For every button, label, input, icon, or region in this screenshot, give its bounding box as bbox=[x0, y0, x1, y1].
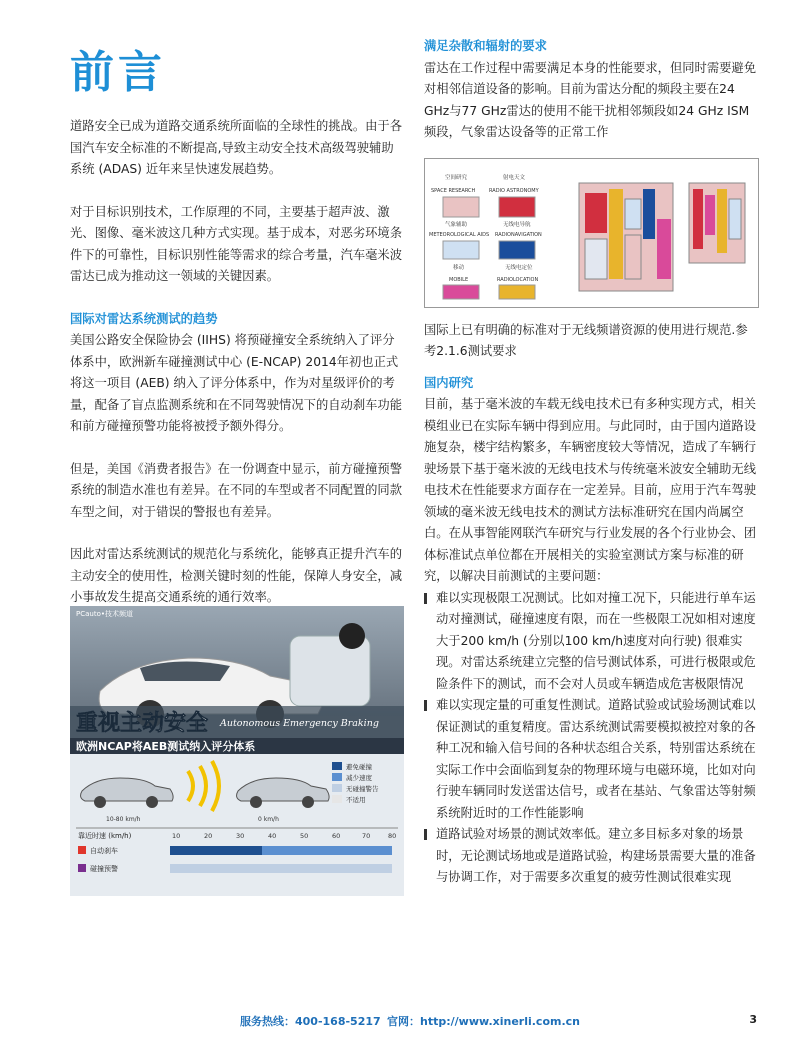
tick: 30 bbox=[236, 832, 245, 840]
page-number: 3 bbox=[749, 1013, 757, 1026]
photo-subtitle-en: Autonomous Emergency Braking bbox=[220, 718, 379, 729]
bullet-item: 难以实现极限工况测试。比如对撞工况下，只能进行单车运动对撞测试，碰撞速度有限，而在一些极限工况如相对速度大于200 km/h (分别以100 km/h速度对向行驶) 很难实现。对雷达系统建立完整的信号测试体系，可进行极限或危险条件下的测试，而不会对人员或车辆造成危害极限情况 bbox=[424, 588, 757, 696]
legend-item: 避免碰撞 bbox=[346, 763, 372, 771]
legend-label-en: MOBILE bbox=[449, 276, 469, 283]
tick: 40 bbox=[268, 832, 277, 840]
legend-label-cn: 无线电导航 bbox=[503, 221, 531, 228]
row-auto-brake: 自动刹车 bbox=[90, 847, 118, 855]
intro-paragraph: 道路安全已成为道路交通系统所面临的全球性的挑战。由于各国汽车安全标准的不断提高,导致主动安全技术高级驾驶辅助系统 (ADAS) 近年来呈快速发展趋势。 bbox=[70, 119, 403, 176]
legend-item: 不适用 bbox=[346, 796, 366, 804]
domestic-paragraph: 目前，基于毫米波的车载无线电技术已有多种实现方式，相关模组业已在实际车辆中得到应用。与此同时，由于国内道路设施复杂，楼宇结构繁多，车辆密度较大等情况，造成了车辆行驶场景下基于毫米波的无线电技术与传统毫米波安全辅助无线电技术在性能要求方面存在一定差异。目前，应用于汽车驾驶领域的毫米波无线电技术的测试方法标准研究在国内尚属空白。在从事智能网联汽车研究与行业发展的各个行业协会、团体标准试点单位都在开展相关的实验室测试方案与标准的研究，以解决目前测试的主要问题： bbox=[424, 397, 757, 583]
emission-paragraph: 雷达在工作过程中需要满足本身的性能要求，但同时需要避免对相邻信道设备的影响。目前为雷达分配的频段主要在24 GHz与77 GHz雷达的使用不能干扰相邻频段如24 GHz ISM频段，气象雷达设备等的正常工作 bbox=[424, 60, 757, 139]
hotline-text: 服务热线：400-168-5217 bbox=[240, 1015, 381, 1028]
right-column bbox=[424, 36, 757, 889]
left-column bbox=[70, 116, 405, 609]
aeb-photo bbox=[70, 606, 404, 896]
section-heading-emission: 满足杂散和辐射的要求 bbox=[424, 39, 547, 53]
tick: 60 bbox=[332, 832, 341, 840]
consumer-report-paragraph: 但是，美国《消费者报告》在一份调查中显示，前方碰撞预警系统的制造水准也有差异。在不同的车型或者不同配置的同款车型之间，对于错误的警报也有差异。 bbox=[70, 461, 403, 519]
website-link[interactable]: 官网：http://www.xinerli.com.cn bbox=[387, 1015, 580, 1028]
spectrum-allocation-chart bbox=[424, 158, 759, 308]
legend-label-cn: 移动 bbox=[453, 264, 465, 271]
legend-label-en: RADIOLOCATION bbox=[497, 276, 539, 283]
legend-label-cn: 空间研究 bbox=[445, 174, 468, 181]
photo-brand: PCauto•技术频道 bbox=[76, 610, 133, 618]
tick: 70 bbox=[362, 832, 371, 840]
section-heading-domestic: 国内研究 bbox=[424, 375, 474, 390]
bullet-item: 道路试验对场景的测试效率低。建立多目标多对象的场景时，无论测试场地或是道路试验，构建场景需要大量的准备与协调工作，对于需要多次重复的疲劳性测试很难实现 bbox=[424, 824, 757, 889]
tick: 20 bbox=[204, 832, 213, 840]
tick: 50 bbox=[300, 832, 309, 840]
legend-label-cn: 射电天文 bbox=[503, 174, 526, 181]
bullet-item: 难以实现定量的可重复性测试。道路试验或试验场测试难以保证测试的重复精度。雷达系统测试需要模拟被控对象的各种工况和输入信号间的各种状态组合关系，特别雷达系统在实际工作中会面临到复杂的物理环境与电磁环境，比如对向行驶车辆同时发送雷达信号，或者在基站、气象雷达等射频系统附近时的工作性能影响 bbox=[424, 695, 757, 824]
page-title: 前言 bbox=[70, 47, 166, 98]
tech-paragraph: 对于目标识别技术，工作原理的不同，主要基于超声波、激光、图像、毫米波这几种方式实现。基于成本，对恶劣环境条件下的可靠性，目标识别性能等需求的综合考量，汽车毫米波雷达已成为推动这一领域的关键因素。 bbox=[70, 204, 403, 283]
legend-label-en: RADIO ASTRONOMY bbox=[489, 187, 539, 194]
legend-item: 减少速度 bbox=[346, 774, 372, 782]
legend-label-en: RADIONAVIGATION bbox=[495, 231, 542, 238]
iihs-paragraph: 美国公路安全保险协会 (IIHS) 将预碰撞安全系统纳入了评分体系中，欧洲新车碰撞测试中心 (E-NCAP) 2014年初也正式将这一项目 (AEB) 纳入了评分体系中，作为对星级评价的考量，配备了盲点监测系统和在不同驾驶情况下的自动刹车功能和前方碰撞预警功能将被授予额外得分。 bbox=[70, 333, 403, 433]
photo-headline: 重视主动安全 bbox=[76, 711, 209, 736]
row-collision-warning: 碰撞预警 bbox=[90, 865, 118, 873]
conclusion-paragraph: 因此对雷达系统测试的规范化与系统化，能够真正提升汽车的主动安全的使用性，检测关键时刻的性能，保障人身安全，减小事故发生提高交通系统的通行效率。 bbox=[70, 547, 403, 604]
legend-label-cn: 无线电定位 bbox=[505, 264, 533, 271]
speed-label: 10-80 km/h bbox=[106, 816, 141, 823]
legend-label-cn: 气象辅助 bbox=[445, 221, 468, 228]
section-heading-intl: 国际对雷达系统测试的趋势 bbox=[70, 311, 218, 326]
legend-item: 无碰撞警告 bbox=[346, 785, 379, 793]
tick: 80 bbox=[388, 832, 397, 840]
photo-subtitle: 欧洲NCAP将AEB测试纳入评分体系 bbox=[76, 740, 256, 753]
tick: 10 bbox=[172, 832, 181, 840]
table-header: 靠近时速 (km/h) bbox=[78, 832, 132, 840]
zero-speed-label: 0 km/h bbox=[258, 816, 279, 823]
legend-label-en: SPACE RESEARCH bbox=[431, 187, 476, 194]
legend-label-en: METEOROLOGICAL AIDS bbox=[429, 231, 490, 238]
standards-paragraph: 国际上已有明确的标准对于无线频谱资源的使用进行规范.参考2.1.6测试要求 bbox=[424, 322, 748, 358]
